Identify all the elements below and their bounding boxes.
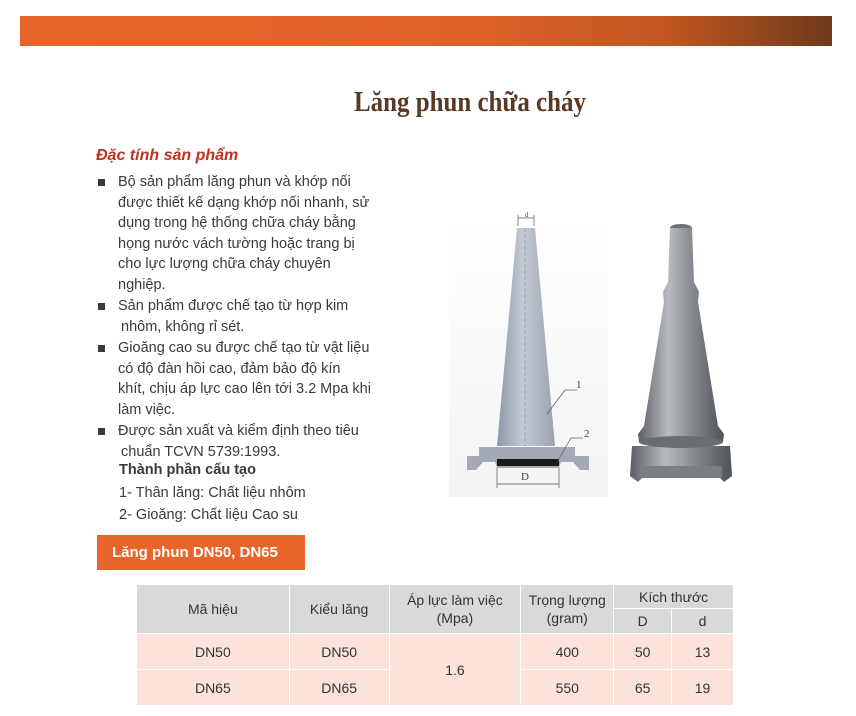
feature-item	[98, 338, 408, 420]
square-bullet-icon	[98, 345, 105, 352]
features-list	[98, 172, 408, 463]
header-pressure-line: Áp lực làm việc	[407, 592, 503, 608]
cell-d: 13	[672, 634, 734, 670]
dimension-small-d: d	[525, 211, 529, 219]
feature-line: họng nước vách tường hoặc trang bị	[118, 235, 355, 252]
dimension-big-d: D	[521, 471, 529, 483]
cell-type: DN50	[289, 634, 389, 670]
feature-line: Sản phẩm được chế tạo từ hợp kim	[118, 298, 349, 314]
nozzle-drawing-icon	[449, 210, 608, 497]
feature-line: Được sản xuất và kiểm định theo tiêu	[118, 423, 359, 439]
feature-line: được thiết kế dạng khớp nối nhanh, sử	[118, 194, 370, 211]
feature-item	[98, 172, 408, 295]
header-code: Mã hiệu	[137, 585, 290, 634]
feature-line: dụng trong hệ thống chữa cháy bằng	[118, 215, 356, 231]
feature-line: chuẩn TCVN 5739:1993.	[121, 443, 281, 460]
composition-heading: Thành phần cấu tạo	[119, 462, 256, 478]
cell-D: 50	[614, 634, 672, 670]
cell-type: DN65	[289, 670, 389, 706]
cell-weight: 400	[521, 634, 614, 670]
spec-table	[136, 584, 734, 706]
cell-code: DN65	[137, 670, 290, 706]
header-size-D: D	[614, 609, 672, 634]
top-accent-bar	[20, 16, 832, 46]
header-size: Kích thước	[614, 585, 734, 609]
part-label-2: 2	[584, 428, 590, 440]
table-row	[137, 634, 734, 670]
features-heading: Đặc tính sản phẩm	[96, 147, 239, 164]
feature-line: làm việc.	[118, 401, 176, 418]
nozzle-technical-drawing	[449, 210, 608, 497]
feature-item	[98, 421, 408, 462]
nozzle-photo-icon	[628, 220, 734, 498]
cell-weight: 550	[521, 670, 614, 706]
cell-D: 65	[614, 670, 672, 706]
feature-line: cho lực lượng chữa cháy chuyên	[118, 256, 331, 272]
feature-line: khít, chịu áp lực cao lên tới 3.2 Mpa khi	[118, 381, 371, 397]
feature-item	[98, 296, 408, 337]
square-bullet-icon	[98, 303, 105, 310]
nozzle-photo	[628, 220, 734, 498]
header-weight-line: Trọng lượng	[528, 592, 606, 608]
square-bullet-icon	[98, 179, 105, 186]
composition-item: 2- Gioăng: Chất liệu Cao su	[119, 507, 298, 523]
header-weight-unit: (gram)	[546, 610, 588, 626]
part-label-1: 1	[576, 379, 582, 391]
header-weight	[521, 585, 614, 634]
feature-line: nhôm, không rỉ sét.	[121, 318, 245, 335]
composition-item: 1- Thân lăng: Chất liệu nhôm	[119, 485, 306, 501]
header-pressure	[389, 585, 521, 634]
feature-line: có độ đàn hồi cao, đảm bảo độ kín	[118, 360, 341, 377]
square-bullet-icon	[98, 428, 105, 435]
cell-d: 19	[672, 670, 734, 706]
header-size-d: d	[672, 609, 734, 634]
cell-code: DN50	[137, 634, 290, 670]
header-pressure-unit: (Mpa)	[436, 610, 474, 626]
cell-pressure: 1.6	[389, 634, 521, 706]
feature-line: Gioăng cao su được chế tạo từ vật liệu	[118, 340, 370, 356]
header-type: Kiểu lăng	[289, 585, 389, 634]
page-title: Lăng phun chữa cháy	[354, 86, 586, 118]
product-tag: Lăng phun DN50, DN65	[97, 535, 305, 570]
feature-line: Bộ sản phẩm lăng phun và khớp nối	[118, 174, 351, 190]
feature-line: nghiệp.	[118, 276, 166, 293]
